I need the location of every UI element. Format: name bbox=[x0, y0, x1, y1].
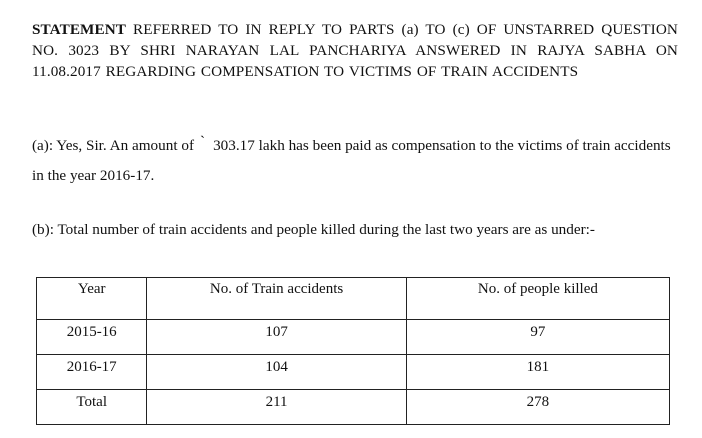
cell-people-killed: 97 bbox=[406, 320, 669, 355]
table-row bbox=[37, 320, 670, 355]
cell-train-accidents: 211 bbox=[147, 390, 406, 425]
currency-mark: ` bbox=[200, 133, 206, 150]
answer-part-a bbox=[32, 131, 682, 191]
table-row bbox=[37, 355, 670, 390]
header-people-killed: No. of people killed bbox=[406, 278, 669, 320]
statement-heading bbox=[32, 19, 678, 82]
header-year: Year bbox=[37, 278, 147, 320]
cell-people-killed: 278 bbox=[406, 390, 669, 425]
cell-train-accidents: 107 bbox=[147, 320, 406, 355]
cell-year: 2015-16 bbox=[37, 320, 147, 355]
table-header-row bbox=[37, 278, 670, 320]
heading-text: REFERRED TO IN REPLY TO PARTS (a) TO (c) OF UNSTARRED QUESTION NO. 3023 BY SHRI NARAYAN LAL PANCHARIYA ANSWERED IN RAJYA SABHA ON 11.08.2017 REGARDING COMPENSATION TO VICTIMS OF TRAIN ACCIDENTS bbox=[32, 21, 678, 80]
answer-part-b: (b): Total number of train accidents and people killed during the last two years are as under:- bbox=[32, 221, 595, 238]
cell-year: Total bbox=[37, 390, 147, 425]
part-a-text-after: 303.17 lakh has been paid as compensation to the victims of train accidents in the year 2016-17. bbox=[32, 137, 671, 184]
part-a-text-before: (a): Yes, Sir. An amount of bbox=[32, 137, 195, 154]
table-row-total bbox=[37, 390, 670, 425]
heading-lead: STATEMENT bbox=[32, 21, 127, 38]
cell-people-killed: 181 bbox=[406, 355, 669, 390]
cell-year: 2016-17 bbox=[37, 355, 147, 390]
cell-train-accidents: 104 bbox=[147, 355, 406, 390]
accidents-table bbox=[36, 277, 670, 425]
header-train-accidents: No. of Train accidents bbox=[147, 278, 406, 320]
